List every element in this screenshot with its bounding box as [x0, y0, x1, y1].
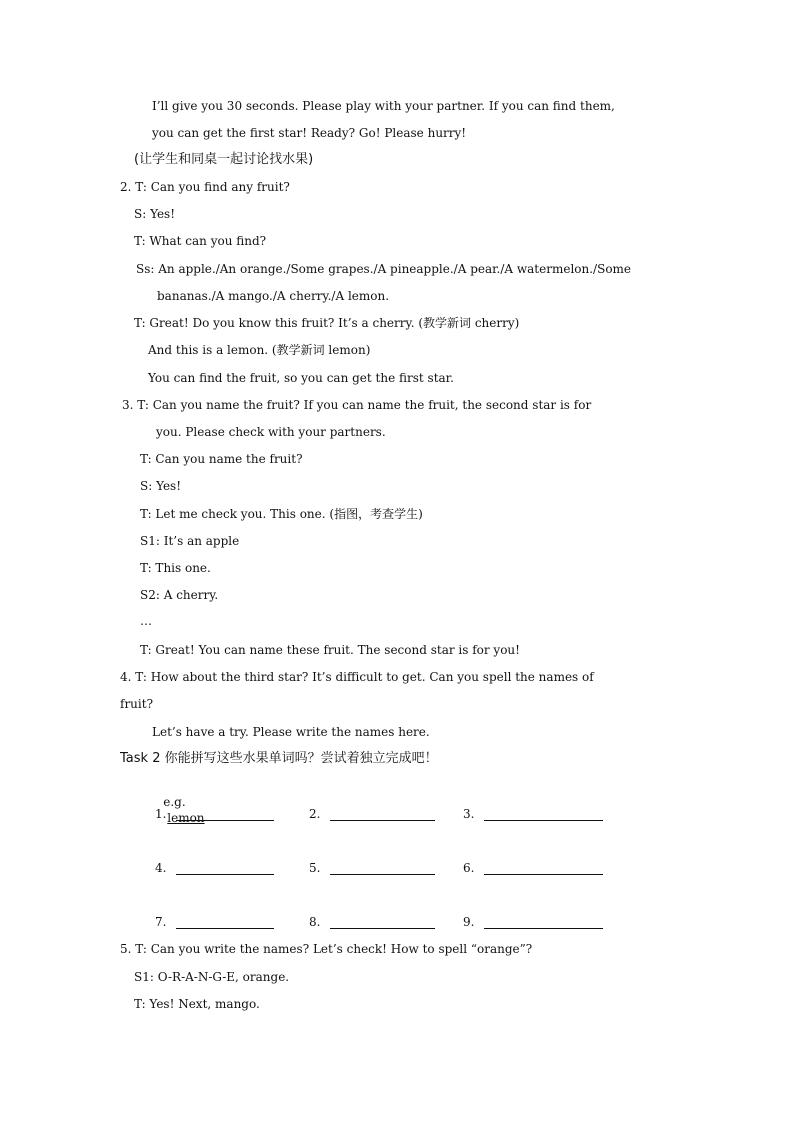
- blank-row: [0, 860, 794, 880]
- answer-blank[interactable]: [484, 928, 603, 929]
- task-heading: Task 2 你能拼写这些水果单词吗？尝试着独立完成吧！: [120, 751, 438, 766]
- text-line: S1: O-R-A-N-G-E, orange.: [134, 970, 290, 984]
- answer-blank[interactable]: [330, 820, 435, 821]
- blank-number: 3.: [463, 807, 475, 821]
- blank-number: 5.: [309, 861, 321, 875]
- text-line: 3. T: Can you name the fruit? If you can name the fruit, the second star is for: [122, 398, 592, 412]
- text-line: 2. T: Can you find any fruit?: [120, 180, 290, 194]
- text-line: T: Yes! Next, mango.: [134, 997, 260, 1011]
- text-line: 5. T: Can you write the names? Let’s check! How to spell “orange”?: [120, 942, 533, 956]
- text-line: fruit?: [120, 697, 153, 711]
- blank-number: 8.: [309, 915, 321, 929]
- text-line: T: What can you find?: [134, 234, 267, 248]
- answer-blank[interactable]: [176, 928, 274, 929]
- blank-number: 1.: [155, 807, 167, 821]
- blank-row: [0, 914, 794, 934]
- text-line: bananas./A mango./A cherry./A lemon.: [157, 289, 390, 303]
- text-line: You can find the fruit, so you can get the first star.: [148, 371, 454, 385]
- example-answer: lemon: [167, 811, 205, 825]
- blank-number: 2.: [309, 807, 321, 821]
- text-line: S: Yes!: [134, 207, 176, 221]
- answer-blank[interactable]: [330, 874, 435, 875]
- answer-blank[interactable]: [484, 874, 603, 875]
- text-line: S2: A cherry.: [140, 588, 219, 602]
- text-line: 4. T: How about the third star? It’s difficult to get. Can you spell the names of: [120, 670, 594, 684]
- answer-blank[interactable]: [330, 928, 435, 929]
- text-line: I’ll give you 30 seconds. Please play with your partner. If you can find them,: [152, 99, 615, 113]
- answer-blank[interactable]: [484, 820, 603, 821]
- blank-number: 6.: [463, 861, 475, 875]
- text-line: T: This one.: [140, 561, 211, 575]
- text-line: T: Let me check you. This one. (指图，考查学生): [140, 507, 423, 521]
- blank-number: 9.: [463, 915, 475, 929]
- text-line: T: Great! You can name these fruit. The second star is for you!: [140, 643, 520, 657]
- blank-number: 7.: [155, 915, 167, 929]
- answer-blank[interactable]: [176, 820, 274, 821]
- text-line: Ss: An apple./An orange./Some grapes./A pineapple./A pear./A watermelon./Some: [136, 262, 632, 276]
- text-line: (让学生和同桌一起讨论找水果): [134, 152, 314, 167]
- text-line: T: Can you name the fruit?: [140, 452, 303, 466]
- blank-row: [0, 806, 794, 826]
- answer-blank[interactable]: [176, 874, 274, 875]
- text-line: S: Yes!: [140, 479, 182, 493]
- text-line: …: [140, 614, 152, 628]
- text-line: S1: It’s an apple: [140, 534, 240, 548]
- text-line: you. Please check with your partners.: [156, 425, 386, 439]
- text-line: And this is a lemon. (教学新词 lemon): [148, 343, 371, 357]
- text-line: you can get the first star! Ready? Go! Please hurry!: [152, 126, 467, 140]
- blank-number: 4.: [155, 861, 167, 875]
- text-line: Let’s have a try. Please write the names here.: [152, 725, 430, 739]
- text-line: T: Great! Do you know this fruit? It’s a cherry. (教学新词 cherry): [134, 316, 520, 330]
- example-prefix: e.g.: [163, 795, 186, 809]
